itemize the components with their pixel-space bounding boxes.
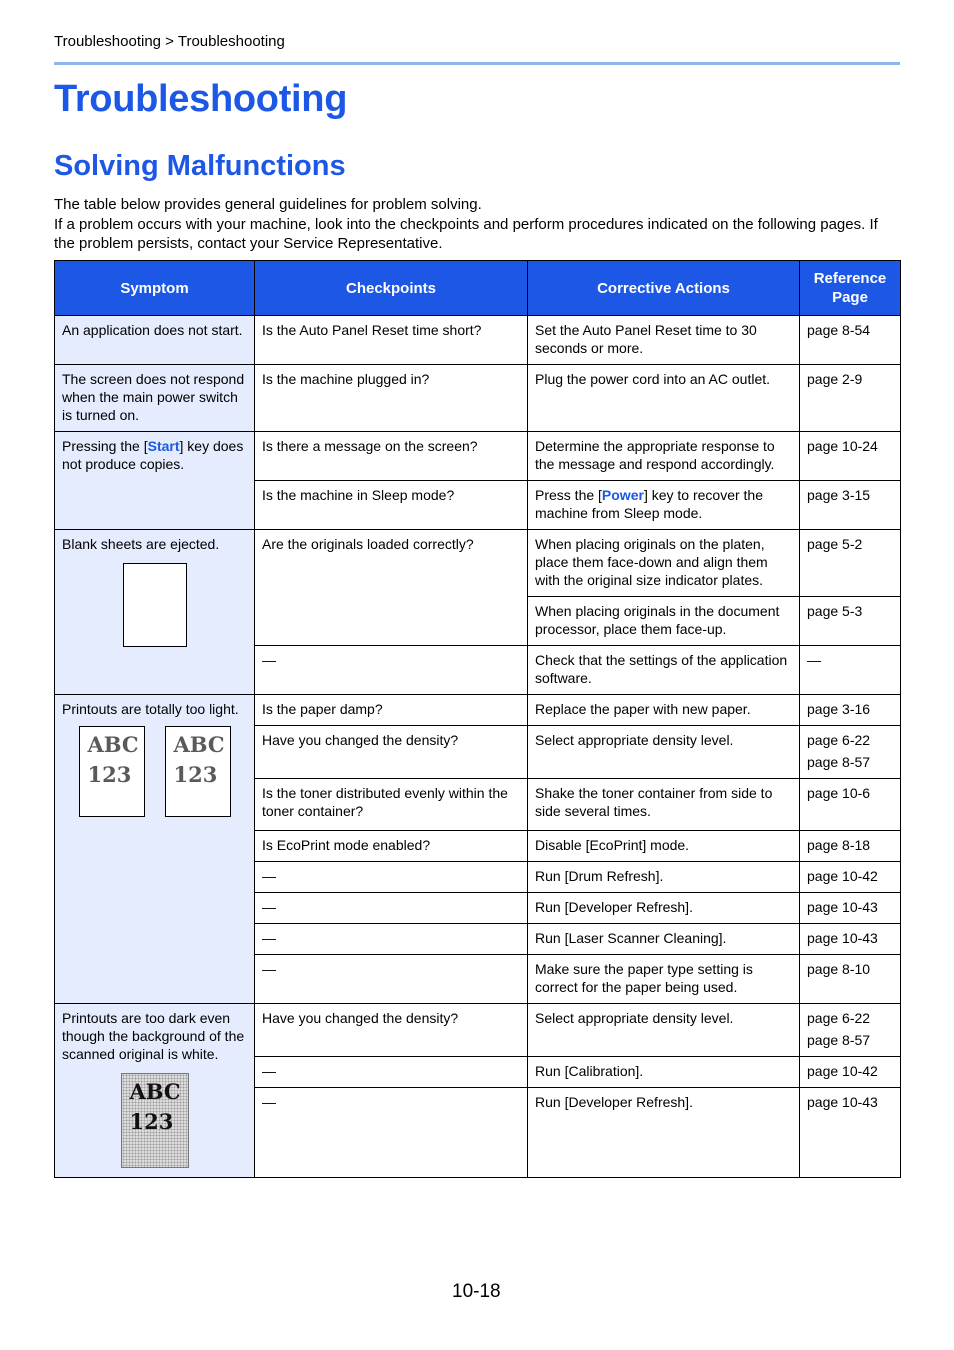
table-row [55, 432, 901, 481]
action-cell: Set the Auto Panel Reset time to 30 seconds or more. [528, 316, 800, 365]
reference-cell [800, 365, 901, 432]
action-cell: Run [Laser Scanner Cleaning]. [528, 924, 800, 955]
reference-cell [800, 1057, 901, 1088]
light-print-illustration [62, 726, 247, 817]
action-cell [528, 481, 800, 530]
sample-text-line: 123 [87, 762, 132, 787]
table-row [55, 1004, 901, 1057]
checkpoint-cell: — [255, 1088, 528, 1178]
checkpoint-cell: Is EcoPrint mode enabled? [255, 831, 528, 862]
reference-link[interactable]: page 5-2 [807, 536, 863, 552]
header-corrective-actions: Corrective Actions [528, 261, 800, 316]
reference-cell [800, 432, 901, 481]
intro-line-1: The table below provides general guidelines for problem solving. [54, 196, 482, 213]
sample-text-line: 123 [129, 1109, 174, 1134]
checkpoint-cell: — [255, 924, 528, 955]
action-cell: Run [Calibration]. [528, 1057, 800, 1088]
reference-link[interactable]: page 10-42 [807, 1063, 878, 1079]
reference-cell [800, 831, 901, 862]
reference-link[interactable]: page 3-16 [807, 701, 871, 717]
reference-cell [800, 1004, 901, 1057]
action-cell: When placing originals in the document processor, place them face-up. [528, 597, 800, 646]
table-row [55, 316, 901, 365]
action-cell: Check that the settings of the application software. [528, 646, 800, 695]
action-text-pre: Press the [ [535, 487, 602, 503]
action-cell: Disable [EcoPrint] mode. [528, 831, 800, 862]
reference-link[interactable]: page 8-54 [807, 322, 871, 338]
blank-sheet-illustration [62, 563, 247, 651]
start-key-label: Start [147, 438, 180, 454]
checkpoint-cell: Are the originals loaded correctly? [255, 530, 528, 646]
reference-link[interactable]: page 10-43 [807, 899, 878, 915]
action-cell: Plug the power cord into an AC outlet. [528, 365, 800, 432]
intro-text [54, 195, 900, 254]
light-sample-sheet [79, 726, 145, 817]
reference-link[interactable]: page 10-6 [807, 785, 871, 801]
action-cell: Shake the toner container from side to side several times. [528, 779, 800, 831]
checkpoint-cell: — [255, 893, 528, 924]
reference-cell [800, 597, 901, 646]
breadcrumb: Troubleshooting > Troubleshooting [54, 33, 285, 50]
action-cell: When placing originals on the platen, place them face-down and align them with the original size indicator plates. [528, 530, 800, 597]
action-cell: Select appropriate density level. [528, 726, 800, 779]
header-rule [54, 62, 900, 65]
checkpoint-cell: Is the machine in Sleep mode? [255, 481, 528, 530]
reference-link[interactable]: page 10-43 [807, 930, 878, 946]
dark-sample-sheet [121, 1073, 189, 1168]
symptom-cell [55, 432, 255, 530]
intro-line-2: If a problem occurs with your machine, look into the checkpoints and perform procedures indicated on the following pages. If the problem persists, contact your Service Representative. [54, 215, 878, 252]
sample-text-line: ABC [87, 732, 139, 757]
reference-cell [800, 955, 901, 1004]
reference-cell [800, 530, 901, 597]
reference-link[interactable]: page 8-57 [807, 1032, 871, 1048]
reference-cell [800, 481, 901, 530]
reference-link[interactable]: page 10-43 [807, 1094, 878, 1110]
blank-sheet-icon [123, 563, 187, 647]
symptom-text-pre: Pressing the [ [62, 438, 148, 454]
section-title: Solving Malfunctions [54, 150, 346, 182]
table-row [55, 530, 901, 597]
action-cell: Run [Developer Refresh]. [528, 893, 800, 924]
reference-link[interactable]: page 3-15 [807, 487, 871, 503]
page-number: 10-18 [452, 1281, 501, 1302]
header-reference-page [800, 261, 901, 316]
reference-cell [800, 862, 901, 893]
checkpoint-cell: Have you changed the density? [255, 726, 528, 779]
table-header-row [55, 261, 901, 316]
reference-cell [800, 924, 901, 955]
checkpoint-cell: Is there a message on the screen? [255, 432, 528, 481]
reference-cell [800, 726, 901, 779]
troubleshooting-table [54, 260, 901, 1178]
checkpoint-cell: — [255, 955, 528, 1004]
checkpoint-cell: Have you changed the density? [255, 1004, 528, 1057]
checkpoint-cell: — [255, 646, 528, 695]
reference-link[interactable]: page 5-3 [807, 603, 863, 619]
light-sample-sheet [165, 726, 231, 817]
header-reference-line2: Page [832, 289, 868, 306]
reference-text: — [807, 652, 821, 668]
reference-link[interactable]: page 2-9 [807, 371, 863, 387]
symptom-text: Printouts are totally too light. [62, 701, 239, 717]
reference-link[interactable]: page 8-10 [807, 961, 871, 977]
sample-text-line: ABC [129, 1079, 181, 1104]
reference-link[interactable]: page 10-24 [807, 438, 878, 454]
reference-link[interactable]: page 6-22 [807, 1010, 871, 1026]
symptom-cell [55, 1004, 255, 1178]
reference-cell [800, 1088, 901, 1178]
checkpoint-cell: — [255, 862, 528, 893]
table-row [55, 695, 901, 726]
symptom-cell [55, 530, 255, 695]
action-cell: Determine the appropriate response to the message and respond accordingly. [528, 432, 800, 481]
power-key-label: Power [601, 487, 644, 503]
reference-link[interactable]: page 8-57 [807, 754, 871, 770]
action-text-post: ] key to recover the machine from Sleep mode. [535, 487, 763, 521]
header-symptom: Symptom [55, 261, 255, 316]
reference-cell [800, 646, 901, 695]
reference-cell [800, 695, 901, 726]
symptom-cell: An application does not start. [55, 316, 255, 365]
checkpoint-cell: Is the machine plugged in? [255, 365, 528, 432]
symptom-text-post: ] key does not produce copies. [62, 438, 244, 472]
reference-link[interactable]: page 6-22 [807, 732, 871, 748]
header-checkpoints: Checkpoints [255, 261, 528, 316]
reference-cell [800, 316, 901, 365]
symptom-cell: The screen does not respond when the main power switch is turned on. [55, 365, 255, 432]
reference-link[interactable]: page 10-42 [807, 868, 878, 884]
reference-link[interactable]: page 8-18 [807, 837, 871, 853]
checkpoint-cell: Is the Auto Panel Reset time short? [255, 316, 528, 365]
action-cell: Replace the paper with new paper. [528, 695, 800, 726]
reference-cell [800, 893, 901, 924]
action-cell: Select appropriate density level. [528, 1004, 800, 1057]
symptom-text: Blank sheets are ejected. [62, 536, 220, 552]
symptom-cell [55, 695, 255, 1004]
page-title: Troubleshooting [54, 78, 348, 120]
dark-print-illustration [62, 1073, 247, 1168]
symptom-text: Printouts are too dark even though the background of the scanned original is white. [62, 1010, 245, 1062]
sample-text-line: 123 [173, 762, 218, 787]
reference-cell [800, 779, 901, 831]
action-cell: Make sure the paper type setting is correct for the paper being used. [528, 955, 800, 1004]
action-cell: Run [Developer Refresh]. [528, 1088, 800, 1178]
action-cell: Run [Drum Refresh]. [528, 862, 800, 893]
checkpoint-cell: — [255, 1057, 528, 1088]
checkpoint-cell: Is the toner distributed evenly within the toner container? [255, 779, 528, 831]
header-reference-line1: Reference [813, 270, 887, 287]
table-row [55, 365, 901, 432]
checkpoint-cell: Is the paper damp? [255, 695, 528, 726]
sample-text-line: ABC [173, 732, 225, 757]
